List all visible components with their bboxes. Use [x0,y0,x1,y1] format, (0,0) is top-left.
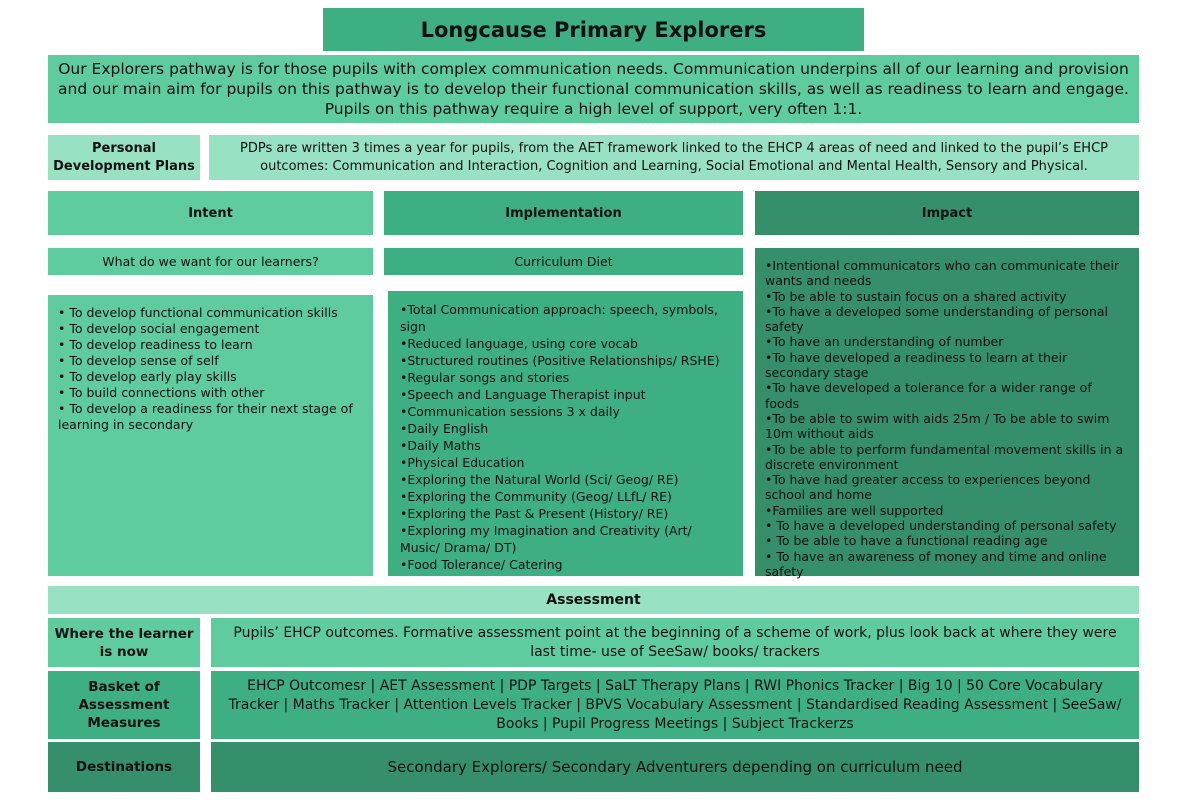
impact-list [755,248,1139,579]
list-item: •Exploring the Community (Geog/ LLfL/ RE) [400,489,672,504]
list-item: •Communication sessions 3 x daily [400,404,620,419]
intent-heading: Intent [48,191,373,235]
where-learner-text: Pupils’ EHCP outcomes. Formative assessment point at the beginning of a scheme of work, plus look back at where they were last time- use of SeeSaw/ books/ trackers [211,618,1139,667]
list-item: •Structured routines (Positive Relationships/ RSHE) [400,353,720,368]
implementation-list [388,291,743,576]
list-item: •Daily Maths [400,438,481,453]
list-item: • To have a developed understanding of personal safety [765,518,1117,534]
list-item: •Total Communication approach: speech, symbols, sign [400,302,718,334]
list-item: •To have a developed some understanding of personal safety [765,303,1108,335]
list-item: •Exploring my Imagination and Creativity (Art/ Music/ Drama/ DT) [400,523,692,555]
destinations-label: Destinations [48,742,200,792]
list-item: •To be able to perform fundamental movement skills in a discrete environment [765,441,1124,472]
destinations-text: Secondary Explorers/ Secondary Adventurers depending on curriculum need [211,742,1139,792]
list-item: •Physical Education [400,455,525,470]
list-item: •To have developed a tolerance for a wider range of foods [765,380,1092,411]
list-item: •Exploring the Past & Present (History/ RE) [400,506,669,521]
list-item: •To have had greater access to experiences beyond school and home [765,472,1091,503]
list-item: • To develop functional communication skills [58,305,338,320]
where-learner-label: Where the learner is now [48,618,200,667]
list-item: • To be able to have a functional reading age [765,533,1048,549]
list-item: • To develop a readiness for their next stage of learning in secondary [58,401,353,432]
list-item: •To have developed a readiness to learn at their secondary stage [765,349,1068,381]
intent-list [48,295,373,576]
pathway-intro: Our Explorers pathway is for those pupils with complex communication needs. Communication underpins all of our learning and provision and our main aim for pupils on this pathway is to develop their functional communication skills, as well as readiness to learn and engage. Pupils on this pathway require a high level of support, very often 1:1. [48,55,1139,123]
list-item: •Daily English [400,421,489,436]
page-title: Longcause Primary Explorers [323,8,864,51]
implementation-subheading: Curriculum Diet [384,248,743,275]
list-item: • To develop early play skills [58,369,237,384]
basket-label: Basket of Assessment Measures [48,671,200,739]
pdp-text: PDPs are written 3 times a year for pupils, from the AET framework linked to the EHCP 4 areas of need and linked to the pupil’s EHCP outcomes: Communication and Interaction, Cognition and Learning, Social Emotional and Mental Health, Sensory and Physical. [209,135,1139,180]
assessment-heading: Assessment [48,586,1139,614]
pdp-label: Personal Development Plans [48,135,200,180]
list-item: •Intentional communicators who can communicate their wants and needs [765,258,1120,289]
intent-subheading: What do we want for our learners? [48,248,373,275]
impact-heading: Impact [755,191,1139,235]
list-item: • To have an awareness of money and time and online safety [765,548,1107,579]
list-item: •Food Tolerance/ Catering [400,557,563,572]
list-item: •To be able to sustain focus on a shared activity [765,288,1067,304]
list-item: •Reduced language, using core vocab [400,336,638,351]
list-item: • To build connections with other [58,385,265,400]
list-item: •Regular songs and stories [400,370,570,385]
list-item: •To be able to swim with aids 25m / To be able to swim 10m without aids [765,410,1110,442]
list-item: •To have an understanding of number [765,334,1004,350]
list-item: • To develop readiness to learn [58,337,253,352]
basket-text: EHCP Outcomesr | AET Assessment | PDP Targets | SaLT Therapy Plans | RWI Phonics Tracker | Big 10 | 50 Core Vocabulary Tracker | Maths Tracker | Attention Levels Tracker | BPVS Vocabulary Assessment | Standardised Reading Assessment | SeeSaw/ Books | Pupil Progress Meetings | Subject Trackerzs [211,671,1139,739]
list-item: • To develop sense of self [58,353,219,368]
implementation-heading: Implementation [384,191,743,235]
list-item: • To develop social engagement [58,321,260,336]
list-item: •Exploring the Natural World (Sci/ Geog/ RE) [400,472,679,487]
list-item: •Speech and Language Therapist input [400,387,646,402]
list-item: •Families are well supported [765,502,944,518]
